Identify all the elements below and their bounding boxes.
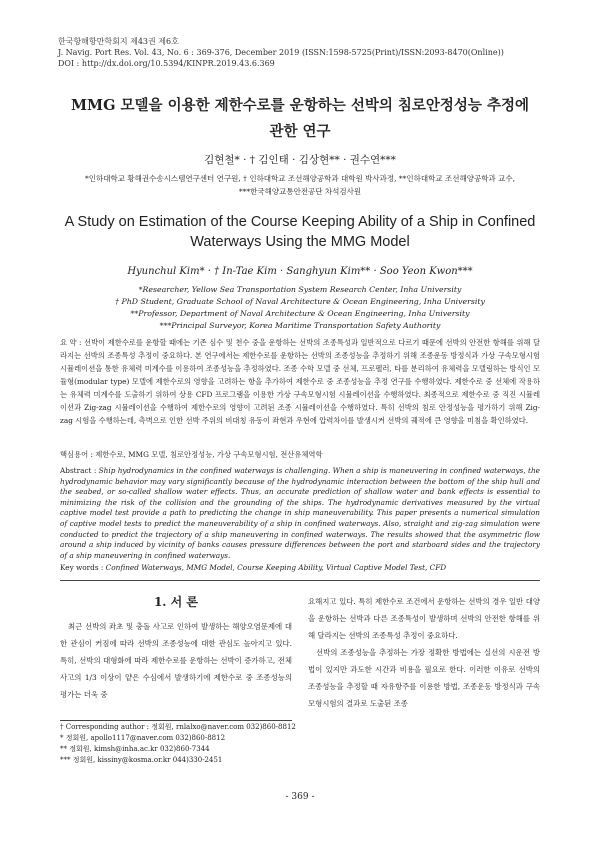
affiliation-en-line3: **Professor, Department of Naval Architecture & Ocean Engineering, Inha University (130, 309, 470, 318)
footnote-corresponding-author: † Corresponding author : 정회원, rnlalxo@naver.com 032)860-8812 (60, 723, 296, 731)
affiliation-en-line1: *Researcher, Yellow Sea Transportation System Research Center, Inha University (138, 285, 462, 294)
title-english (40, 212, 560, 252)
affiliation-en-line2: † PhD Student, Graduate School of Naval Architecture & Ocean Engineering, Inha University (115, 297, 485, 306)
footnote-author-2: ** 정회원, kimsh@inha.ac.kr 032)860-7344 (60, 745, 210, 753)
body-column-left (60, 618, 292, 703)
affiliations-korean (40, 172, 560, 198)
keywords-korean-label: 핵심용어 : (60, 450, 96, 459)
abstract-english-text: Ship hydrodynamics in the confined waterways is challenging. When a ship is maneuvering in confined waterways, the hydrodynamic behavior may vary significantly because of the hydrodynamic interaction between the bottom of the ship hull and the seabed, or so-called shallow water effects. Thus, an accurate prediction of shallow water and bank effects is essential to minimizing the risk of the collision and the grounding of the ships. The hydrodynamic derivatives measured by the virtual captive model test provide a path to predicting the change in ship maneuverability. This paper presents a numerical simulation of captive model tests to predict the maneuverability of a ship in confined waterways. Also, straight and zig-zag simulation were conducted to predict the trajectory of a ship maneuvering in confined waterways. The results showed that the asymmetric flow around a ship induced by vicinity of banks causes pressure differences between the port and starboard sides and the trajectory of a ship maneuvering in confined waterways. (60, 466, 541, 560)
abstract-korean-text: 선박이 제한수로를 운항할 때에는 기존 심수 및 천수 중을 운항하는 선박의 조종특성과 일반적으로 다르기 때문에 선박의 안전한 항해를 위해 달라지는 선박의 조종특성 추정이 중요하다. 본 연구에서는 제한수로를 운항하는 선박의 조종성능을 추정하기 위해 조종운동 방정식과 가상 구속모형시험 시뮬레이션을 통한 유체력 미계수를 이용하여 조종성능을 추정하였다. 조종 수학 모델 중 선체, 프로펠러, 타를 분리하여 유체력을 모델링하는 방식인 모듈형(modular type) 모델에 제한수로의 영향을 고려하는 항을 추가하여 제한수로 중 조종성능을 추정 연구를 수행하였다. 제한수로 중 선체에 작용하는 유체력 미계수를 도출하기 위하여 상용 CFD 프로그램을 이용한 가상 구속모형시험 시뮬레이션을 수행하였다. 최종적으로 제한수로 중 직진 시뮬레이션과 Zig-zag 시뮬레이션을 수행하여 제한수로의 영향이 고려된 조종 시뮬레이션을 수행하였다. 특히 선박의 침로 안정성능을 평가하기 위해 Zig-zag 시험을 수행하는데, 측벽으로 인한 선박 주위의 비대칭 유동이 좌현과 우현에 압력차이를 발생시켜 선박의 궤적에 큰 영향을 미침을 확인하였다. (60, 338, 541, 425)
footnote-divider (60, 720, 292, 721)
affiliations-english (40, 284, 560, 332)
intro-paragraph-2 (308, 644, 540, 712)
intro-paragraph-1-continued: 요해지고 있다. 특히 제한수로 조건에서 운항하는 선박의 경우 일반 대양을 운항하는 선박과 다른 조종특성이 발생하며 선박의 안전한 항해를 위해 달라지는 선박의 조종특성 추정이 중요하다. (308, 597, 540, 640)
abstract-korean (60, 336, 540, 427)
footnote-author-3: *** 정회원, kissiny@kosma.or.kr 044)330-2451 (60, 756, 223, 764)
title-korean-line1: MMG 모델을 이용한 제한수로를 운항하는 선박의 침로안정성능 추정에 (70, 97, 529, 114)
keywords-korean (60, 448, 540, 461)
journal-header (58, 36, 504, 69)
body-column-right (308, 593, 540, 712)
affiliation-kr-line2: ***한국해양교통안전공단 차석검사원 (238, 187, 362, 196)
abstract-english (60, 466, 540, 561)
footnote-author-1: * 정회원, apollo1117@naver.com 032)860-8812 (60, 734, 226, 742)
journal-doi: DOI : http://dx.doi.org/10.5394/KINPR.2019.43.6.369 (58, 59, 275, 68)
footnotes (60, 722, 360, 766)
affiliation-kr-line1: *인하대학교 황해권수송시스템연구센터 연구원, † 인하대학교 조선해양공학과 대학원 박사과정, **인하대학교 조선해양공학과 교수, (85, 174, 515, 183)
intro-paragraph-2-text: 선박의 조종성능을 추정하는 가장 정확한 방법에는 실선의 시운전 방법이 있지만 과도한 시간과 비용을 필요로 한다. 이러한 이유로 선박의 조종성능을 추정할 때 자유항주를 이용한 방법, 조종운동 방정식과 구속모형시험의 결과로 도출된 조종 (308, 648, 540, 708)
journal-citation: J. Navig. Port Res. Vol. 43, No. 6 : 369-376, December 2019 (ISSN:1598-5725(Print)/ISSN:2093-8470(Online)) (58, 48, 504, 57)
section-divider (60, 580, 540, 581)
section-heading-introduction: 1. 서 론 (153, 595, 199, 609)
keywords-english-text: Confined Waterways, MMG Model, Course Keeping Ability, Virtual Captive Model Test, CFD (105, 563, 447, 572)
title-english-line1: A Study on Estimation of the Course Keeping Ability of a Ship in Confined (64, 214, 536, 230)
title-korean (40, 93, 560, 145)
intro-paragraph-1: 최근 선박의 좌초 및 충돌 사고로 인하여 발생하는 해양오염문제에 대한 관심이 커짐에 따라 선박의 조종성능에 대한 관심도 높아지고 있다. 특히, 선박의 대형화에 따라 제한수로를 운항하는 선박이 증가하고, 전체 사고의 1/3 이상이 얕은 수심에서 발생하기에 제한수로 중 조종성능의 평가는 더욱 중 (60, 622, 292, 699)
authors-korean: 김현철* · † 김인태 · 김상현** · 권수연*** (204, 154, 396, 166)
keywords-korean-text: 제한수로, MMG 모델, 침로안정성능, 가상 구속모형시험, 전산유체역학 (95, 450, 323, 459)
page-number: - 369 - (285, 792, 315, 802)
authors-english: Hyunchul Kim* · † In-Tae Kim · Sanghyun Kim** · Soo Yeon Kwon*** (127, 266, 473, 277)
keywords-english-label: Key words : (60, 563, 106, 572)
title-korean-line2: 관한 연구 (269, 123, 331, 140)
abstract-english-label: Abstract : (60, 466, 99, 475)
affiliation-en-line4: ***Principal Surveyor, Korea Maritime Transportation Safety Authority (159, 321, 441, 330)
abstract-korean-label: 요 약 : (60, 338, 85, 347)
keywords-english (60, 561, 540, 574)
title-english-line2: Waterways Using the MMG Model (190, 234, 410, 250)
journal-name-kr: 한국항해항만학회지 제43권 제6호 (58, 37, 179, 46)
